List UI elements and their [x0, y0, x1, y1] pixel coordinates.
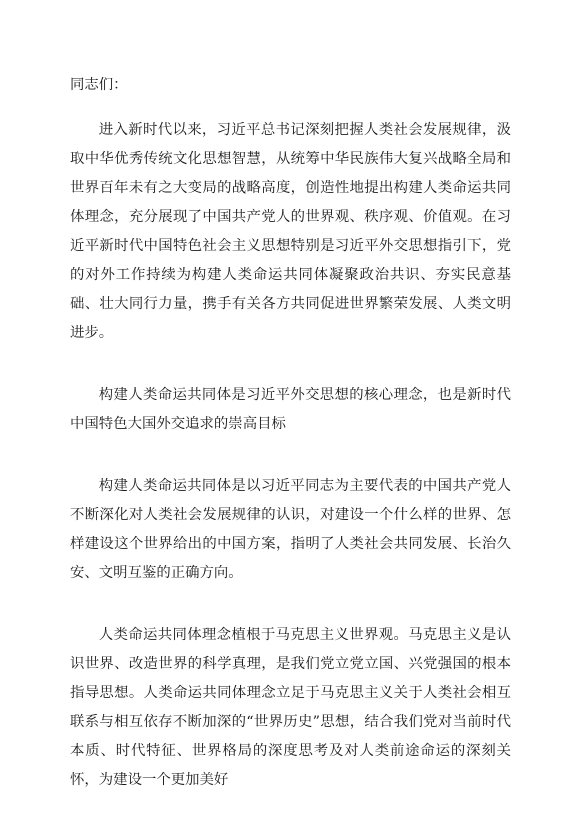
paragraph-chinese-solution: 构建人类命运共同体是以习近平同志为主要代表的中国共产党人不断深化对人类社会发展规律的认识，对建设一个什么样的世界、怎样建设这个世界给出的中国方案，指明了人类社会共同发展、长治久安、文明互鉴的正确方向。 — [70, 478, 511, 581]
paragraph-marxist-worldview: 人类命运共同体理念植根于马克思主义世界观。马克思主义是认识世界、改造世界的科学真理，是我们党立党立国、兴党强国的根本指导思想。人类命运共同体理念立足于马克思主义关于人类社会相互联系与相互依存不断加深的“世界历史”思想，结合我们党对当前时代本质、时代特征、世界格局的深度思考及对人类前途命运的深刻关怀，为建设一个更加美好 — [70, 627, 511, 788]
paragraph-section-heading: 构建人类命运共同体是习近平外交思想的核心理念，也是新时代中国特色大国外交追求的崇高目标 — [70, 387, 511, 432]
document-page — [70, 71, 511, 795]
paragraph-intro: 进入新时代以来，习近平总书记深刻把握人类社会发展规律，汲取中华优秀传统文化思想智慧，从统筹中华民族伟大复兴战略全局和世界百年未有之大变局的战略高度，创造性地提出构建人类命运共同体理念，充分展现了中国共产党人的世界观、秩序观、价值观。在习近平新时代中国特色社会主义思想特别是习近平外交思想指引下，党的对外工作持续为构建人类命运共同体凝聚政治共识、夯实民意基础、壮大同行力量，携手有关各方共同促进世界繁荣发展、人类文明进步。 — [70, 122, 511, 341]
salutation: 同志们： — [70, 77, 128, 93]
